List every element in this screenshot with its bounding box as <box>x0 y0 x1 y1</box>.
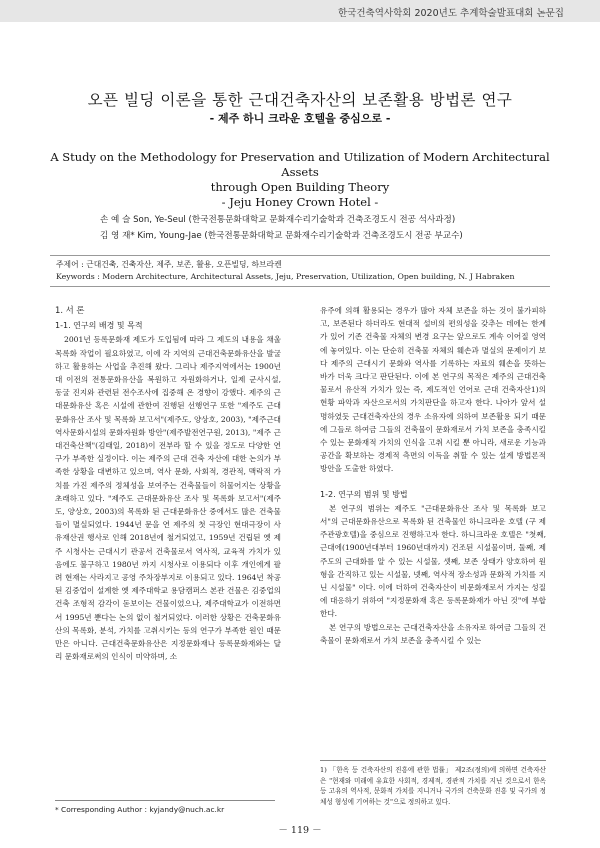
section-heading: 1. 서 론 <box>55 305 85 315</box>
header-bar <box>0 0 600 22</box>
conference-name: 한국건축역사학회 2020년도 추계학술발표대회 논문집 <box>338 8 564 19</box>
body-paragraph: 2001년 등록문화재 제도가 도입됨에 따라 그 제도의 내용을 채울 목록화 작업이 필요하였고, 이에 각 지역의 근대건축문화유산을 발굴하고 활용하는 사업을 추진해 왔다. 그리나 제주지역에서는 1900년대 이전의 전통문화유산을 복원하고 자원화하거나, 일제 군사시설, 동굴 진지와 관련된 전수조사에 집중해 온 경향이 강했다. 제주의 근대문화유산 혹은 시설에 관한여 진행된 선행연구 또한 "제주도 근대문화유산 조사 및 목록화 보고서"(제주도, 양상호, 2003), "제주근대역사문화시설의 문화자원화 방안"(제주발전연구원, 2013), "제주 근대건축산책"(김태일, 2018)이 전부라 할 수 있을 정도로 다양한 연구가 부족한 실정이다. 이는 제주의 근대 건축 자산에 대한 논의가 부족한 상황을 대변하고 있으며, 역사 문화, 사회적, 경관적, 맥락적 가치를 가진 제주의 정체성을 보여주는 건축물들이 허물어지는 상황을 초래하고 있다. "제주도 근대문화유산 조사 및 목록화 보고서"(제주도, 양상호, 2003)의 목록화 된 근대문화유산 중에서도 많은 건축물들이 멸실되었다. 1944년 문을 연 제주의 첫 극장인 현대극장이 사유재산권 행사로 인해 2018년에 철거되었고, 1959년 건립된 옛 제주 시청사는 근대시기 관공서 건축물로서 역사적, 교육적 가치가 있음에도 불구하고 1980년 까지 시청사로 이용되다 이후 개인에게 팔려 현재는 사라지고 공영 주차장부지로 이용되고 있다. 1964년 착공된 김중업이 설계한 옛 제주대학교 용담캠퍼스 본관 건물은 김중업의 건축 조형적 감각이 돋보이는 건물이었으나, 제주대학교가 이전하면서 1995년 뿐다는 논의 없이 철거되었다. 이러한 상황은 건축문화유산의 목록화, 분석, 가치를 고취시키는 등의 연구가 부족한 원인 때문만은 아니다. 근대건축문화유산은 지정문화재나 등록문화재와는 달리 문화재로써의 인식이 미약하며, 소 <box>55 335 281 662</box>
title-english-line-3: - Jeju Honey Crown Hotel - <box>221 195 379 209</box>
keywords-korean: 주제어 : 근대건축, 건축자산, 제주, 보존, 활용, 오픈빌딩, 하브라켄 <box>56 260 282 269</box>
body-paragraph: 본 연구의 방법으로는 근대건축자산을 소유자로 하여금 그들의 건축물이 문화재로서 가치 보존을 충족시킬 수 있는 <box>320 622 546 645</box>
title-english <box>40 150 560 210</box>
title-english-line-2: through Open Building Theory <box>210 180 390 194</box>
subsection-heading: 1-1. 연구의 배경 및 목적 <box>55 321 143 331</box>
author-1: 손 예 슬 Son, Ye-Seul (한국전통문화대학교 문화재수리기술학과 건축조경도시 전공 석사과정) <box>100 215 456 225</box>
body-paragraph: 유주에 의해 활용되는 경우가 많아 자체 보존을 하는 것이 불가피하고, 보존된다 하더라도 현대적 설비의 편의성을 갖추는 데에는 한계가 있어 기존 건축물 자체의 변경 요구는 앞으로도 계속 이어질 영역에 놓여있다. 이는 단순히 건축물 자체의 훼손과 멸실의 문제이기 보다 제주의 근대시기 문화와 역사를 기록하는 자료의 훼손을 뜻하는 바가 더욱 크다고 판단된다. 이에 본 연구의 목적은 제주의 근대건축물로서 유산적 가치가 있는 즉, 제도적인 언어로 근대 건축자산1)의 현황 파악과 자산으로서의 가치판단을 하고자 한다. 나아가 앞서 설명하였듯 근대건축자산의 경우 소유자에 의하여 보존활용 되기 때문에 그들로 하여금 그들의 건축물이 문화재로서 가치 보존을 충족시킬 수 있는 문화재적 가치의 인식을 고취 시킬 뿐 아니라, 새로운 기능과 공간을 확보하는 경제적 측면의 이득을 취할 수 있는 설계 방법론적 방안을 도출한 하였다. <box>320 306 546 474</box>
left-column <box>55 304 281 663</box>
subsection-heading: 1-2. 연구의 범위 및 방법 <box>320 489 408 499</box>
footnote-1: 1) 「한옥 등 건축자산의 진흥에 관한 법률」 제2조(정의)에 의하면 건축자산은 "현재와 미래에 유효한 사회적, 경제적, 경관적 가치를 지닌 것으로서 한옥 등 고유의 역사적, 문화적 가치를 지니거나 국가의 건축문화 진흥 및 국가의 정체성 형성에 기여하는 것"으로 정의하고 있다. <box>320 760 546 807</box>
body-paragraph: 본 연구의 범위는 제주도 "근대문화유산 조사 및 목록화 보고서"의 근대문화유산으로 목록화 된 건축물인 하니크라운 호텔 (구 제주관광호텔)을 중심으로 진행하고자 한다. 하니크라운 호텔은 "첫째, 근대에(1900년대부터 1960년대까지) 건조된 시설물이며, 둘째, 제주도의 근대화를 알 수 있는 시설물, 셋째, 보존 상태가 양호하여 원형을 간직하고 있는 시설물, 넷째, 역사적 장소성과 문화적 가치를 지닌 시설물" 이다. 이에 더하여 건축자산이 비문화재로서 가지는 성질에 대응하기 위하여 "지정문화재 혹은 등록문화재가 아닌 것"에 부합한다. <box>320 503 546 619</box>
author-list <box>100 212 463 244</box>
page-number: － 119 － <box>278 825 322 836</box>
keyword-box <box>50 255 550 287</box>
subtitle-korean: - 제주 하니 크라운 호텔을 중심으로 - <box>209 112 391 125</box>
title-english-line-1: A Study on the Methodology for Preservation and Utilization of Modern Architectural Assets <box>50 150 550 179</box>
keywords-english: Keywords : Modern Architecture, Architectural Assets, Jeju, Preservation, Utilization, Open building, N. J Habraken <box>56 272 515 281</box>
right-column <box>320 304 546 647</box>
author-2: 김 영 재* Kim, Young-Jae (한국전통문화대학교 문화재수리기술학과 건축조경도시 전공 부교수) <box>100 231 463 241</box>
corresponding-author-footnote: * Corresponding Author : kyjandy@nuch.ac.kr <box>55 800 275 814</box>
title-korean: 오픈 빌딩 이론을 통한 근대건축자산의 보존활용 방법론 연구 <box>87 91 513 109</box>
